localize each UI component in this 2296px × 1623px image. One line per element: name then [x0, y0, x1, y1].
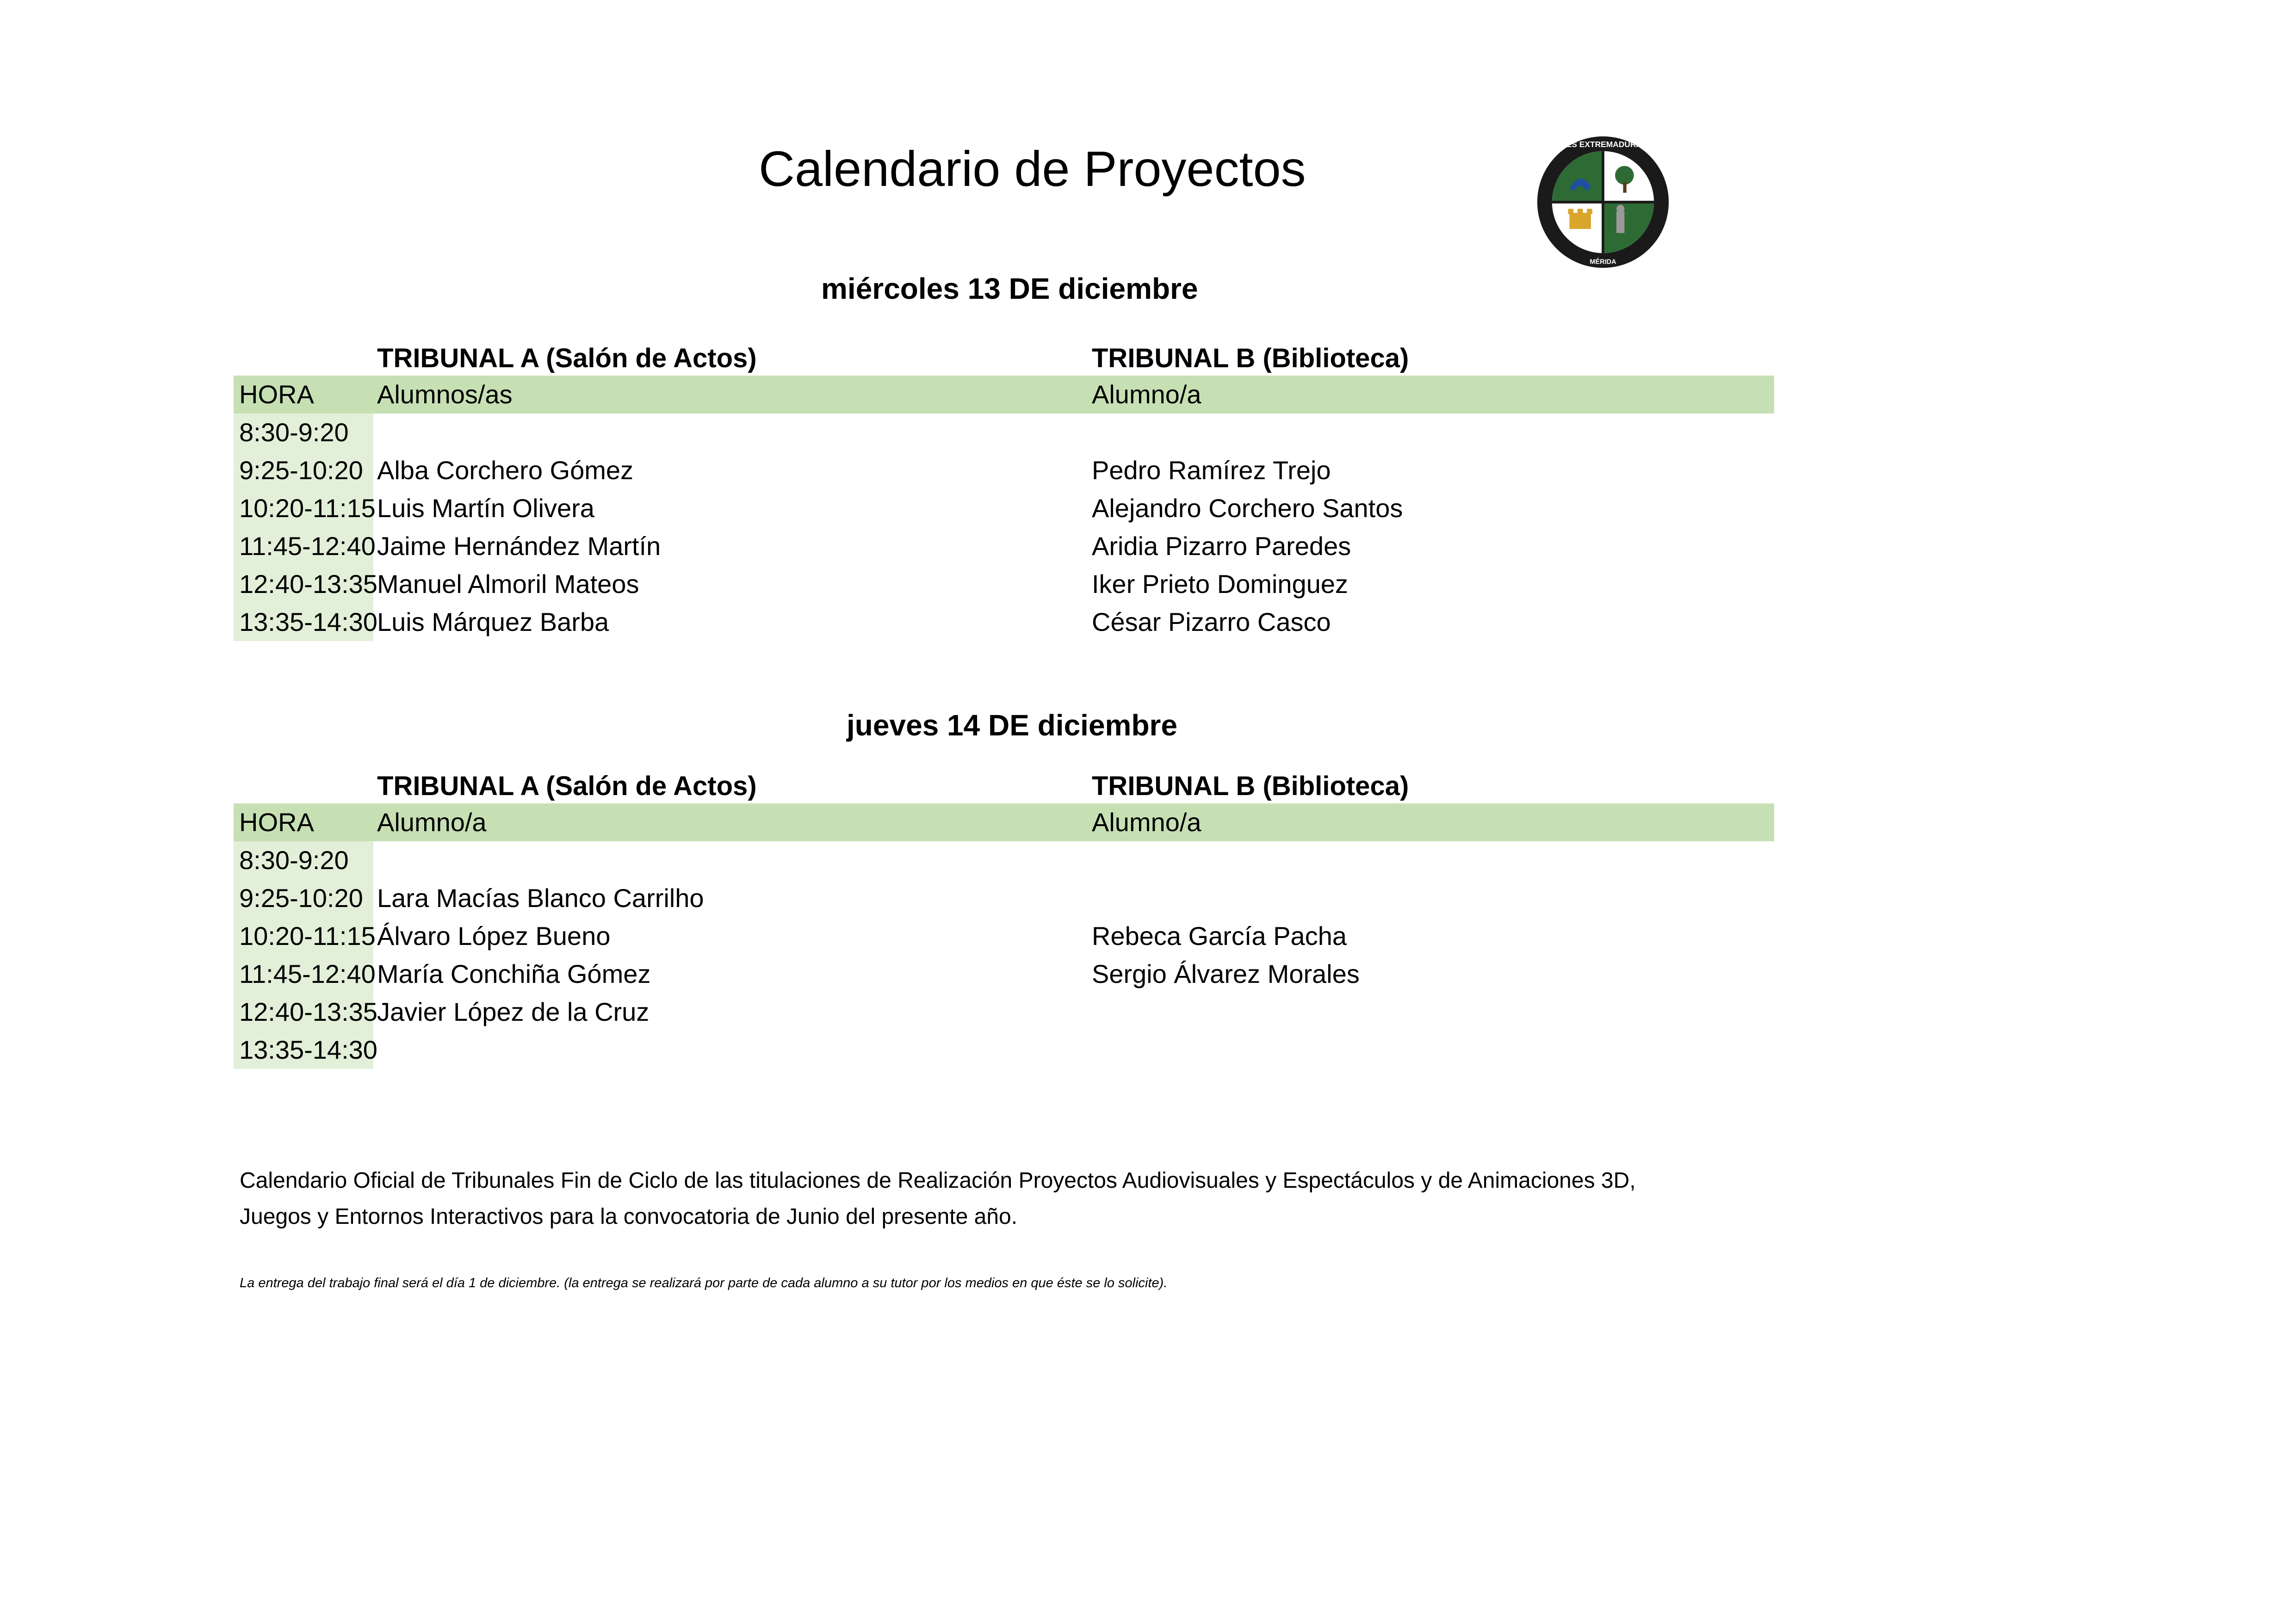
column-header-tribunal-a: Alumnos/as	[377, 380, 513, 409]
student-a-cell: María Conchiña Gómez	[377, 959, 651, 988]
hour-cell: 9:25-10:20	[239, 456, 363, 485]
student-a-cell: Javier López de la Cruz	[377, 997, 650, 1026]
hour-cell: 13:35-14:30	[239, 607, 378, 636]
day-heading: jueves 14 DE diciembre	[847, 709, 1178, 742]
page-title: Calendario de Proyectos	[759, 141, 1306, 197]
day-heading: miércoles 13 DE diciembre	[821, 272, 1198, 305]
table-row	[234, 879, 1774, 917]
column-header-tribunal-b: Alumno/a	[1092, 380, 1201, 409]
hour-cell: 12:40-13:35	[239, 997, 378, 1026]
hour-cell: 10:20-11:15	[239, 921, 376, 950]
student-b-cell: Sergio Álvarez Morales	[1092, 959, 1360, 988]
column-header-hora: HORA	[239, 808, 314, 837]
hour-cell: 12:40-13:35	[239, 569, 378, 599]
tribunal-b-heading: TRIBUNAL B (Biblioteca)	[1092, 771, 1409, 801]
column-header-tribunal-a: Alumno/a	[377, 808, 487, 837]
table-row	[234, 917, 1774, 955]
student-b-cell: Alejandro Corchero Santos	[1092, 494, 1403, 523]
student-b-cell: Iker Prieto Dominguez	[1092, 569, 1349, 599]
table-row	[234, 527, 1774, 565]
column-header-hora: HORA	[239, 380, 314, 409]
student-b-cell: Rebeca García Pacha	[1092, 921, 1347, 950]
note-line-2: Juegos y Entornos Interactivos para la convocatoria de Junio del presente año.	[240, 1204, 1018, 1229]
student-b-cell: Aridia Pizarro Paredes	[1092, 531, 1351, 561]
table-header-row	[234, 376, 1774, 413]
table-row	[234, 489, 1774, 527]
note-line-1: Calendario Oficial de Tribunales Fin de Ciclo de las titulaciones de Realización Proyectos Audiovisuales y Espectáculos y de Animaciones 3D,	[240, 1168, 1636, 1193]
hour-cell: 13:35-14:30	[239, 1035, 378, 1064]
schedule-table	[234, 803, 1774, 1069]
tribunal-a-heading: TRIBUNAL A (Salón de Actos)	[377, 771, 757, 801]
hour-cell: 8:30-9:20	[239, 418, 349, 447]
table-row	[234, 565, 1774, 603]
hour-cell: 10:20-11:15	[239, 494, 376, 523]
column-header-tribunal-b: Alumno/a	[1092, 808, 1201, 837]
student-a-cell: Jaime Hernández Martín	[377, 531, 661, 561]
hour-cell: 11:45-12:40	[239, 959, 376, 988]
table-row	[234, 413, 1774, 451]
svg-text:MÉRIDA: MÉRIDA	[1590, 258, 1616, 266]
table-row	[234, 451, 1774, 489]
svg-text:IES EXTREMADURA: IES EXTREMADURA	[1564, 140, 1642, 149]
hour-cell: 11:45-12:40	[239, 531, 376, 561]
table-row	[234, 955, 1774, 993]
tribunal-b-heading: TRIBUNAL B (Biblioteca)	[1092, 343, 1409, 373]
hour-cell: 8:30-9:20	[239, 845, 349, 875]
school-logo	[1536, 135, 1670, 269]
student-a-cell: Manuel Almoril Mateos	[377, 569, 639, 599]
student-a-cell: Alba Corchero Gómez	[377, 456, 634, 485]
schedule-table	[234, 376, 1774, 641]
table-row	[234, 993, 1774, 1031]
student-b-cell: César Pizarro Casco	[1092, 607, 1331, 636]
student-a-cell: Luis Márquez Barba	[377, 607, 609, 636]
student-a-cell: Luis Martín Olivera	[377, 494, 594, 523]
table-row	[234, 603, 1774, 641]
footnote: La entrega del trabajo final será el día 1 de diciembre. (la entrega se realizará por parte de cada alumno a su tutor por los medios en que éste se lo solicite).	[240, 1276, 1168, 1290]
table-header-row	[234, 803, 1774, 841]
student-a-cell: Álvaro López Bueno	[377, 921, 611, 950]
table-row	[234, 841, 1774, 879]
student-b-cell: Pedro Ramírez Trejo	[1092, 456, 1331, 485]
student-a-cell: Lara Macías Blanco Carrilho	[377, 883, 704, 913]
table-row	[234, 1031, 1774, 1069]
tribunal-a-heading: TRIBUNAL A (Salón de Actos)	[377, 343, 757, 373]
hour-cell: 9:25-10:20	[239, 883, 363, 913]
